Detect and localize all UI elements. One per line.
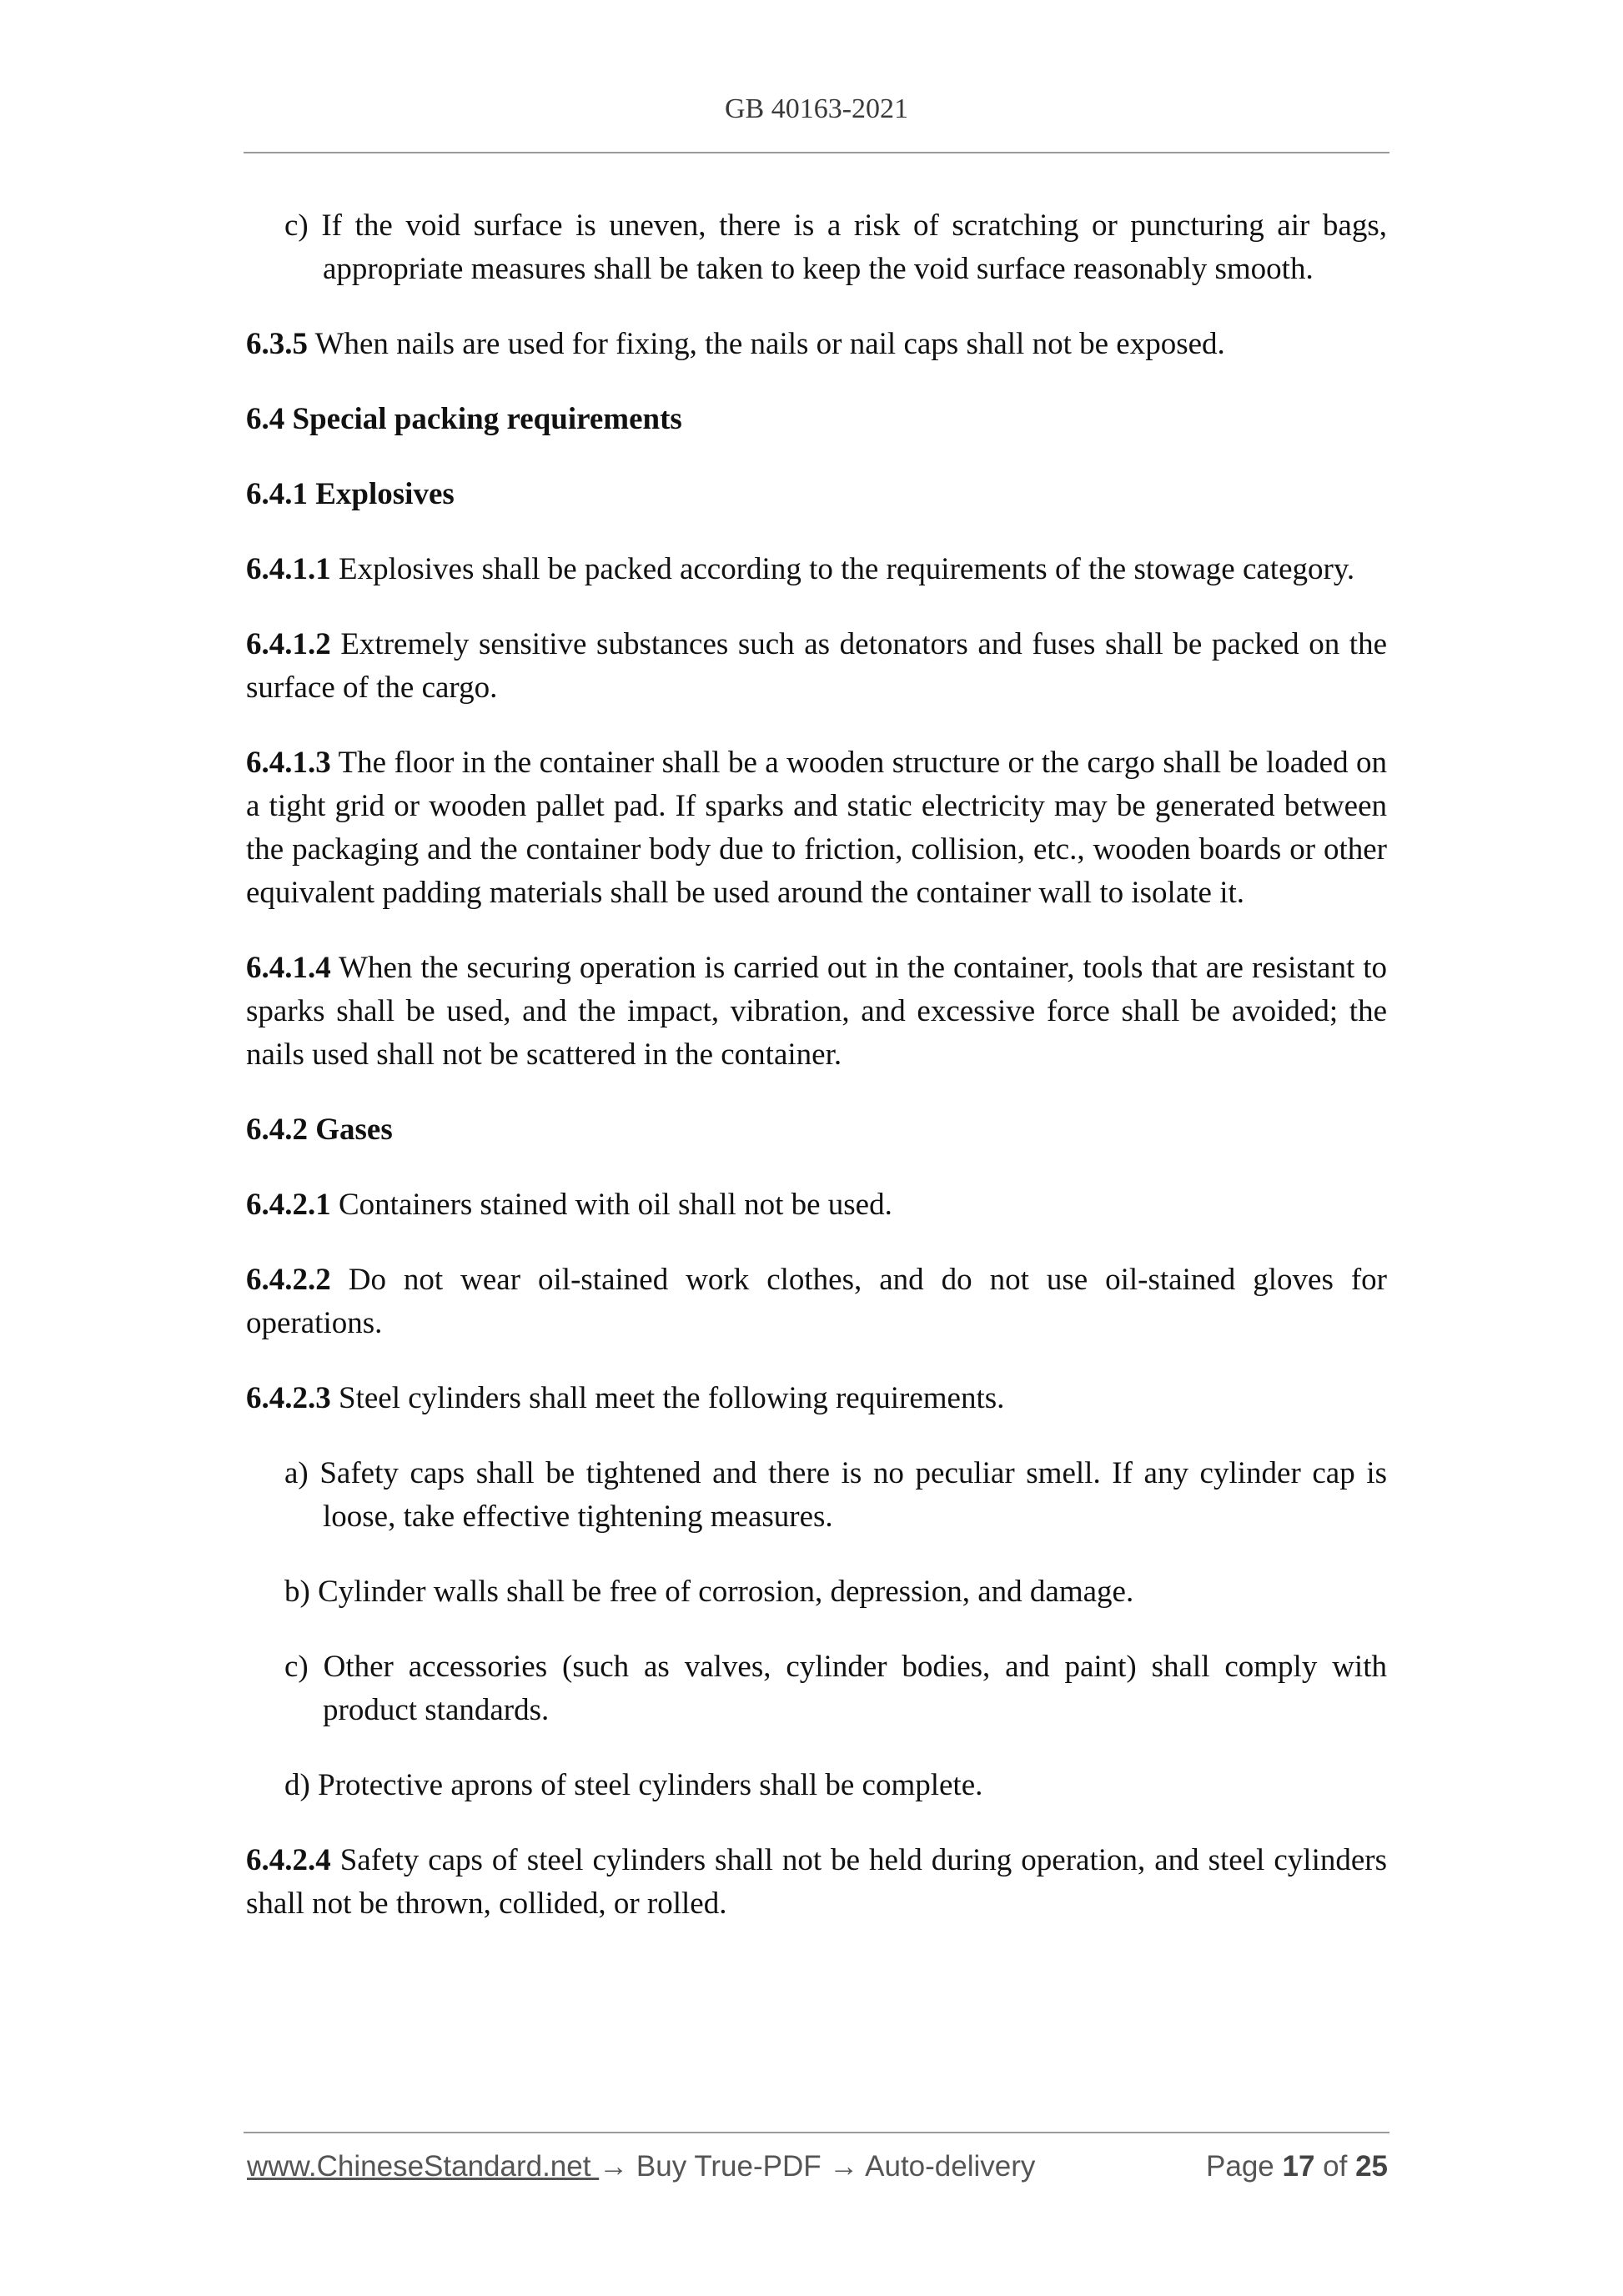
clause-text: Do not wear oil-stained work clothes, and do not use oil-stained gloves for operations. — [246, 1263, 1387, 1340]
clause-number: 6.4.2.4 — [246, 1843, 331, 1877]
clause-text: Safety caps of steel cylinders shall not be held during operation, and steel cylinders shall not be thrown, collided, or rolled. — [246, 1843, 1387, 1921]
auto-delivery-text: Auto-delivery — [858, 2150, 1036, 2183]
footer-promo — [247, 2150, 1035, 2183]
clause-text: Containers stained with oil shall not be used. — [330, 1188, 892, 1222]
clause-6-4-1-3 — [246, 741, 1387, 915]
clause-6-4-2-1 — [246, 1183, 1387, 1227]
heading-6-4-2: 6.4.2 Gases — [246, 1113, 393, 1147]
clause-6-4-2-4 — [246, 1839, 1387, 1926]
heading-6-4: 6.4 Special packing requirements — [246, 402, 682, 436]
list-item-a-safety-caps: a) Safety caps shall be tightened and there is no peculiar smell. If any cylinder cap is loose, take effective tightening measures. — [284, 1456, 1387, 1534]
clause-number: 6.4.2.1 — [246, 1188, 331, 1222]
page-header: GB 40163-2021 — [724, 93, 909, 124]
heading-6-4-1: 6.4.1 Explosives — [246, 477, 455, 511]
clause-text: When the securing operation is carried out in the container, tools that are resistant to sparks shall be used, and the impact, vibration, and excessive force shall be avoided; the nails used shall not be scattered in the container. — [246, 951, 1387, 1072]
list-item-d-protective-aprons: d) Protective aprons of steel cylinders shall be complete. — [284, 1768, 983, 1802]
clause-text: When nails are used for fixing, the nails or nail caps shall not be exposed. — [308, 327, 1225, 361]
clause-text: Steel cylinders shall meet the following requirements. — [330, 1381, 1005, 1415]
list-item-c-void-surface: c) If the void surface is uneven, there is a risk of scratching or puncturing air bags, appropriate measures shall be taken to keep the void surface reasonably smooth. — [284, 208, 1387, 286]
list-item-b-cylinder-walls: b) Cylinder walls shall be free of corrosion, depression, and damage. — [284, 1575, 1134, 1609]
page-footer — [247, 2150, 1388, 2183]
clause-text: The floor in the container shall be a wooden structure or the cargo shall be loaded on a tight grid or wooden pallet pad. If sparks and static electricity may be generated between the packaging and the container body due to friction, collision, etc., wooden boards or other equivalent padding materials shall be used around the container wall to isolate it. — [246, 746, 1387, 910]
arrow-right-icon: → — [599, 2150, 629, 2183]
arrow-right-icon: → — [829, 2150, 859, 2183]
clause-number: 6.4.1.1 — [246, 552, 331, 586]
page-label: Page — [1206, 2150, 1283, 2183]
page-number — [1206, 2150, 1388, 2183]
page-total: 25 — [1355, 2150, 1388, 2183]
page-current: 17 — [1282, 2150, 1315, 2183]
page-content — [246, 204, 1387, 1926]
clause-number: 6.4.1.2 — [246, 627, 331, 661]
clause-text: Extremely sensitive substances such as detonators and fuses shall be packed on the surface of the cargo. — [246, 627, 1387, 705]
clause-6-4-1-2 — [246, 623, 1387, 710]
clause-number: 6.4.1.3 — [246, 746, 331, 780]
clause-6-4-2-2 — [246, 1259, 1387, 1345]
clause-6-4-1-4 — [246, 947, 1387, 1077]
clause-number: 6.3.5 — [246, 327, 308, 361]
site-link[interactable]: www.ChineseStandard.net — [247, 2150, 600, 2183]
page-of-label: of — [1314, 2150, 1356, 2183]
clause-number: 6.4.2.2 — [246, 1263, 331, 1297]
list-item-c-accessories: c) Other accessories (such as valves, cylinder bodies, and paint) shall comply with product standards. — [284, 1650, 1387, 1727]
clause-text: Explosives shall be packed according to the requirements of the stowage category. — [330, 552, 1355, 586]
clause-number: 6.4.1.4 — [246, 951, 331, 985]
footer-divider — [244, 2132, 1389, 2133]
header-divider — [244, 152, 1389, 153]
buy-true-pdf-text: Buy True-PDF — [628, 2150, 830, 2183]
clause-6-4-2-3 — [246, 1377, 1387, 1420]
clause-6-3-5 — [246, 323, 1387, 366]
clause-number: 6.4.2.3 — [246, 1381, 331, 1415]
clause-6-4-1-1 — [246, 548, 1387, 591]
